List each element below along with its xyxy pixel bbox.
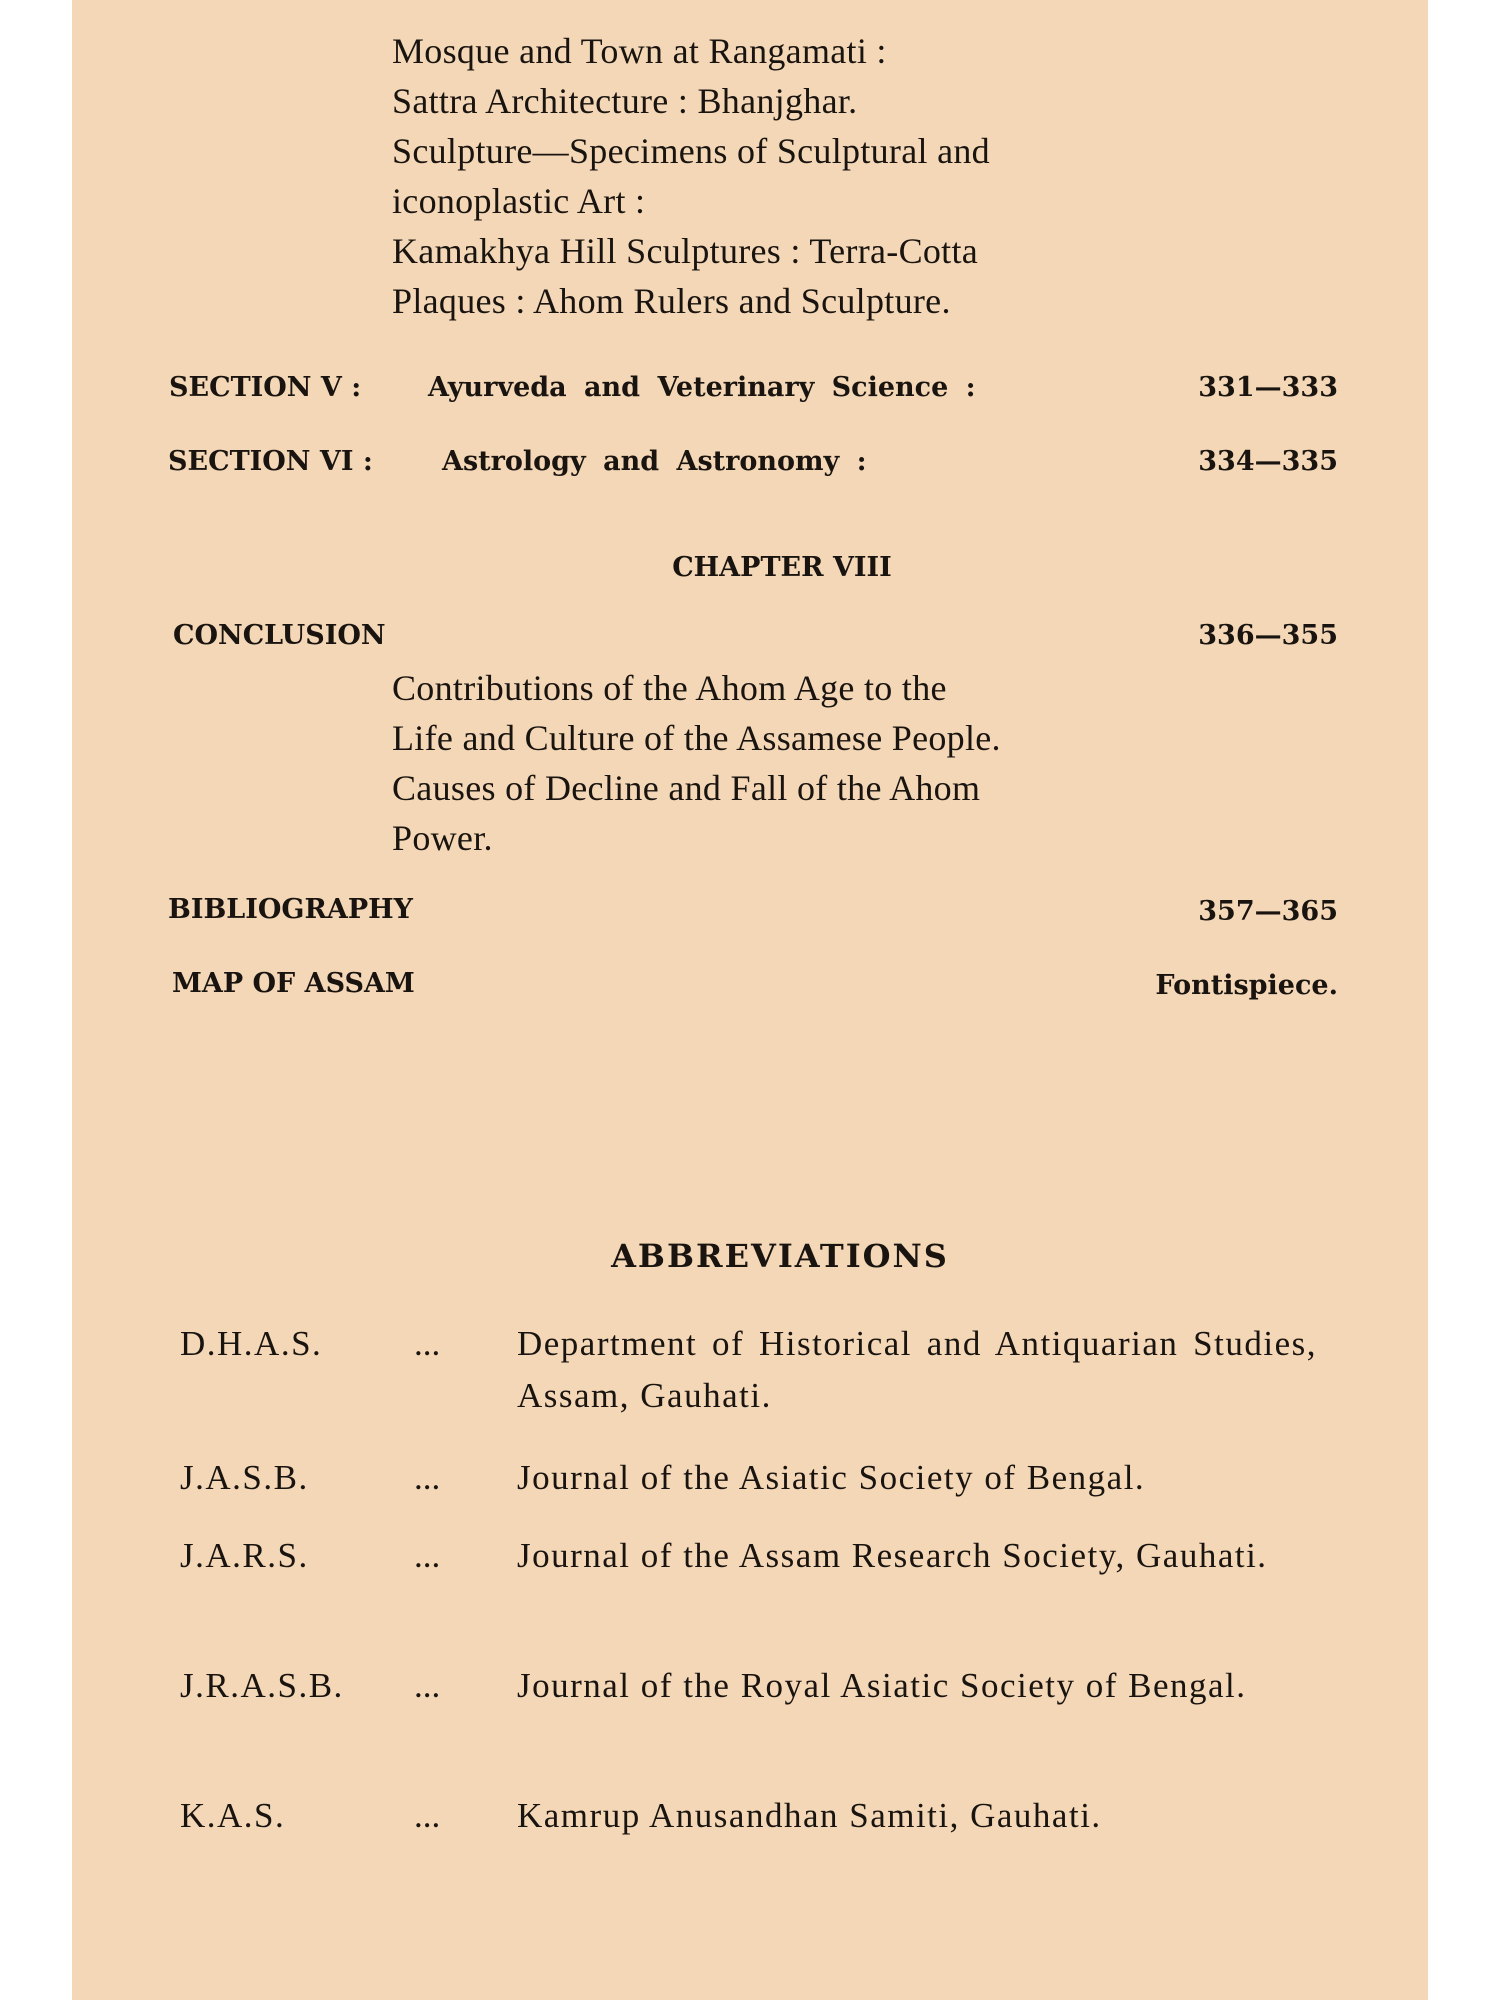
abbreviation-dots: ... (414, 1458, 441, 1497)
abbreviation-key: J.A.S.B. (180, 1458, 309, 1497)
abbreviation-dots: ... (414, 1666, 441, 1705)
conclusion-line: Life and Culture of the Assamese People. (392, 718, 1001, 758)
chapter-heading: CHAPTER VIII (672, 552, 892, 583)
section-v-pages: 331—333 (1198, 372, 1338, 403)
abbreviations-heading: ABBREVIATIONS (611, 1237, 949, 1275)
conclusion-pages: 336—355 (1198, 620, 1338, 651)
abbreviation-key: K.A.S. (180, 1796, 286, 1835)
section-vi-title: Astrology and Astronomy : (442, 446, 867, 477)
abbreviation-text: Department of Historical and Antiquarian Studies, Assam, Gauhati. (517, 1324, 1317, 1415)
section-iv-line: Mosque and Town at Rangamati : (392, 31, 887, 71)
abbreviation-key: D.H.A.S. (180, 1324, 323, 1363)
bibliography-pages: 357—365 (1198, 896, 1338, 927)
conclusion-title: CONCLUSION (173, 620, 386, 651)
abbreviation-dots: ... (414, 1796, 441, 1835)
abbreviation-key: J.R.A.S.B. (180, 1666, 344, 1705)
section-vi-pages: 334—335 (1198, 446, 1338, 477)
conclusion-line: Contributions of the Ahom Age to the (392, 668, 947, 708)
section-v-label: SECTION V : (169, 372, 362, 403)
section-vi-label: SECTION VI : (168, 446, 373, 477)
abbreviation-text: Kamrup Anusandhan Samiti, Gauhati. (517, 1796, 1102, 1835)
abbreviation-text: Journal of the Asiatic Society of Bengal. (517, 1458, 1146, 1497)
abbreviation-text: Journal of the Assam Research Society, Gauhati. (517, 1536, 1268, 1575)
section-iv-line: Kamakhya Hill Sculptures : Terra-Cotta (392, 231, 979, 271)
bibliography-title: BIBLIOGRAPHY (168, 894, 413, 925)
abbreviation-key: J.A.R.S. (180, 1536, 309, 1575)
section-iv-line: Plaques : Ahom Rulers and Sculpture. (392, 281, 951, 321)
abbreviation-dots: ... (414, 1536, 441, 1575)
book-page (72, 0, 1428, 2000)
conclusion-line: Power. (392, 818, 493, 858)
map-title: MAP OF ASSAM (172, 968, 415, 999)
section-iv-line: Sculpture—Specimens of Sculptural and (392, 131, 990, 171)
map-pages: Fontispiece. (1155, 970, 1338, 1001)
abbreviation-dots: ... (414, 1324, 441, 1363)
section-iv-line: Sattra Architecture : Bhanjghar. (392, 81, 858, 121)
conclusion-line: Causes of Decline and Fall of the Ahom (392, 768, 981, 808)
abbreviation-text: Journal of the Royal Asiatic Society of Bengal. (517, 1666, 1247, 1705)
section-v-title: Ayurveda and Veterinary Science : (428, 372, 976, 403)
section-iv-line: iconoplastic Art : (392, 181, 646, 221)
